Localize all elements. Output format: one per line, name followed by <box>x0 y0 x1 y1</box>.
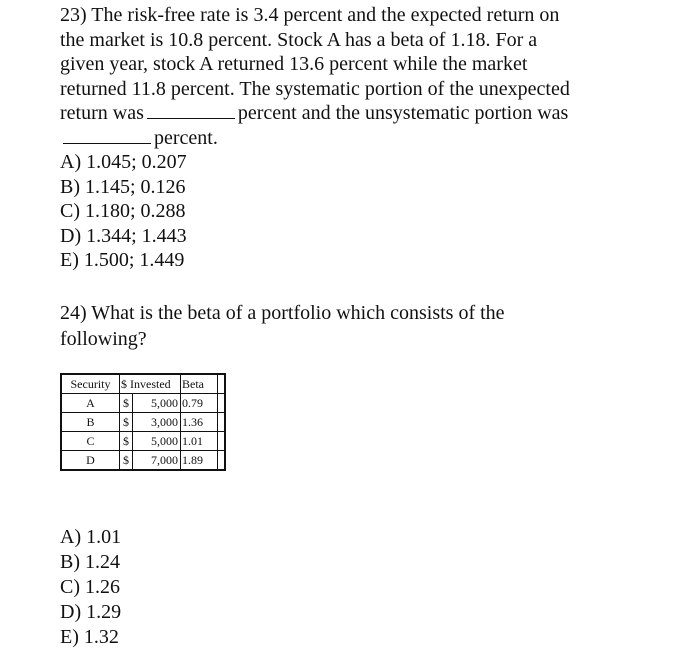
table-row <box>61 451 225 471</box>
question-23-option-e: E) 1.500; 1.449 <box>60 249 185 271</box>
amount-cell: 5,000 <box>133 432 181 451</box>
question-24-option-e: E) 1.32 <box>60 626 119 648</box>
header-security: Security <box>61 374 120 394</box>
beta-cell: 1.36 <box>181 413 218 432</box>
question-24-option-d: D) 1.29 <box>60 601 122 623</box>
beta-cell: 1.01 <box>181 432 218 451</box>
table-edge-cell <box>218 374 226 394</box>
header-beta: Beta <box>181 374 218 394</box>
question-23-line-4: returned 11.8 percent. The systematic portion of the unexpected <box>60 77 570 100</box>
question-24-line-1: 24) What is the beta of a portfolio which consists of the <box>60 302 505 324</box>
dollar-cell: $ <box>120 451 133 471</box>
table-row <box>61 432 225 451</box>
header-invested: $ Invested <box>120 374 181 394</box>
security-cell: A <box>61 394 120 413</box>
table-edge-cell <box>218 394 226 413</box>
dollar-cell: $ <box>120 413 133 432</box>
question-23-line-2: the market is 10.8 percent. Stock A has a beta of 1.18. For a <box>60 28 538 51</box>
table-edge-cell <box>218 451 226 471</box>
question-24-option-c: C) 1.26 <box>60 576 120 598</box>
question-23-option-c: C) 1.180; 0.288 <box>60 200 186 222</box>
unsystematic-answer-blank <box>63 127 151 144</box>
question-23-line-5-start: return was <box>60 102 144 124</box>
question-23-line-6 <box>60 126 690 151</box>
table-row <box>61 413 225 432</box>
question-23-line-1: 23) The risk-free rate is 3.4 percent and the expected return on <box>60 4 560 26</box>
table-edge-cell <box>218 413 226 432</box>
question-24-option-b: B) 1.24 <box>60 551 120 573</box>
amount-cell: 5,000 <box>133 394 181 413</box>
table-header-row <box>61 374 225 394</box>
question-23-option-d: D) 1.344; 1.443 <box>60 224 187 247</box>
beta-cell: 1.89 <box>181 451 218 471</box>
security-cell: B <box>61 413 120 432</box>
question-23-line-3: given year, stock A returned 13.6 percent while the market <box>60 53 528 75</box>
security-cell: C <box>61 432 120 451</box>
question-23-option-b: B) 1.145; 0.126 <box>60 175 186 198</box>
question-24-line-2: following? <box>60 328 147 350</box>
question-23-option-a: A) 1.045; 0.207 <box>60 151 187 173</box>
table-row <box>61 394 225 413</box>
security-cell: D <box>61 451 120 471</box>
portfolio-table <box>60 373 226 471</box>
dollar-cell: $ <box>120 394 133 413</box>
question-24-option-a: A) 1.01 <box>60 526 122 548</box>
question-23 <box>60 3 690 273</box>
question-24 <box>60 300 680 352</box>
question-23-line-6-text: percent. <box>154 126 218 149</box>
amount-cell: 7,000 <box>133 451 181 471</box>
dollar-cell: $ <box>120 432 133 451</box>
question-24-options <box>60 525 121 650</box>
question-23-line-5 <box>60 101 690 126</box>
table-edge-cell <box>218 432 226 451</box>
beta-cell: 0.79 <box>181 394 218 413</box>
systematic-answer-blank <box>147 102 235 119</box>
question-23-line-5-end: percent and the unsystematic portion was <box>237 102 569 124</box>
amount-cell: 3,000 <box>133 413 181 432</box>
